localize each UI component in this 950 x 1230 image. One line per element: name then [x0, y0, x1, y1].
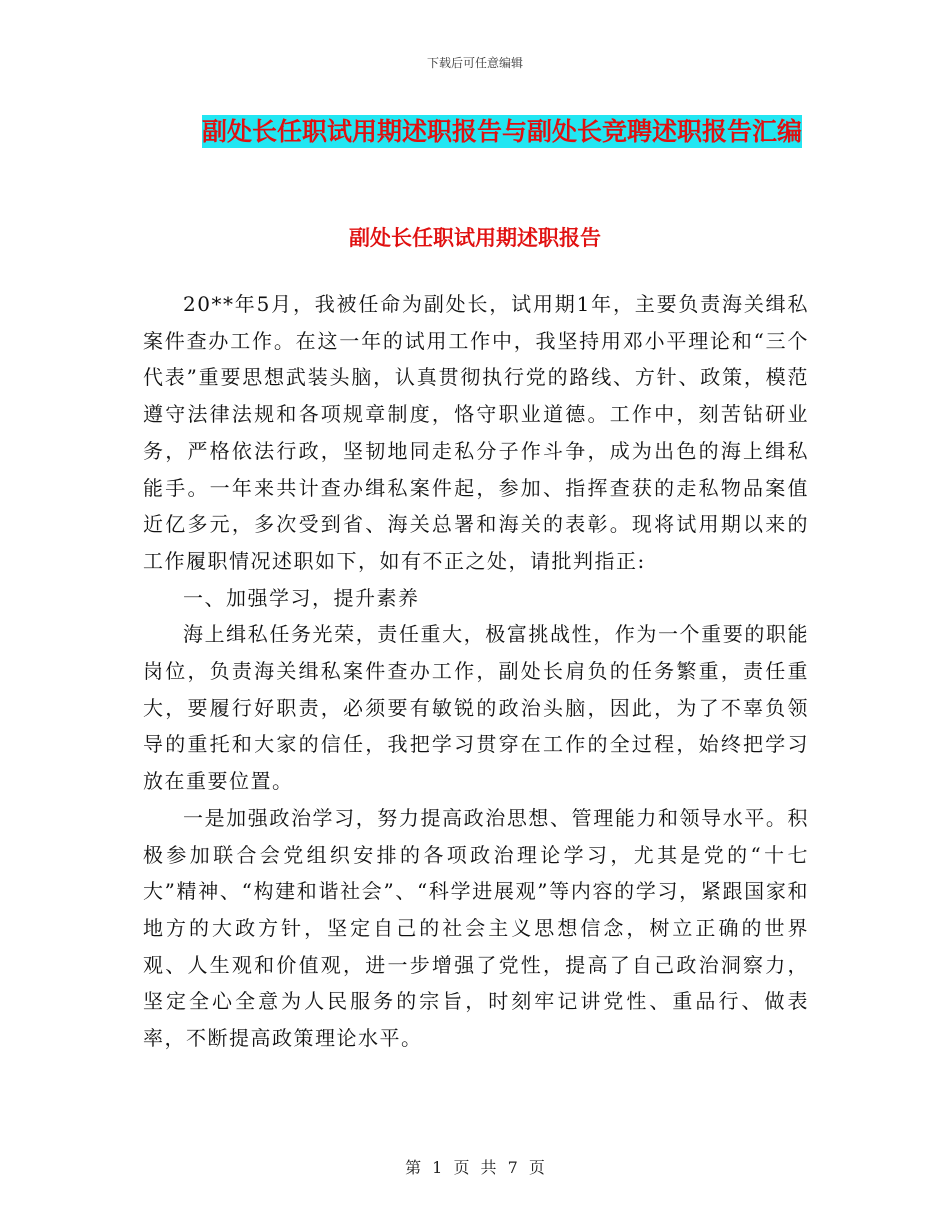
- paragraph-intro: 20**年5月，我被任命为副处长，试用期1年，主要负责海关缉私案件查办工作。在这一年的试用工作中，我坚持用邓小平理论和“三个代表”重要思想武装头脑，认真贯彻执行党的路线、方针、政策，模范遵守法律法规和各项规章制度，恪守职业道德。工作中，刻苦钻研业务，严格依法行政，坚韧地同走私分子作斗争，成为出色的海上缉私能手。一年来共计查办缉私案件起，参加、指挥查获的走私物品案值近亿多元，多次受到省、海关总署和海关的表彰。现将试用期以来的工作履职情况述职如下，如有不正之处，请批判指正:: [143, 292, 809, 573]
- page-number-footer: 第 1 页 共 7 页: [405, 1158, 545, 1177]
- document-title: [192, 110, 812, 154]
- document-title-text: 副处长任职试用期述职报告与副处长竞聘述职报告汇编: [201, 117, 802, 146]
- paragraph-duties: 海上缉私任务光荣，责任重大，极富挑战性，作为一个重要的职能岗位，负责海关缉私案件查办工作，副处长肩负的任务繁重，责任重大，要履行好职责，必须要有敏锐的政治头脑，因此，为了不辜负领导的重托和大家的信任，我把学习贯穿在工作的全过程，始终把学习放在重要位置。: [143, 622, 809, 794]
- document-body: [143, 286, 809, 1057]
- header-note: 下载后可任意编辑: [426, 56, 523, 70]
- paragraph-political-study: 一是加强政治学习，努力提高政治思想、管理能力和领导水平。积极参加联合会党组织安排的各项政治理论学习，尤其是党的“十七大”精神、“构建和谐社会”、“科学进展观”等内容的学习，紧跟国家和地方的大政方针，坚定自己的社会主义思想信念，树立正确的世界观、人生观和价值观，进一步增强了党性，提高了自己政治洞察力，坚定全心全意为人民服务的宗旨，时刻牢记讲党性、重品行、做表率，不断提高政策理论水平。: [143, 805, 809, 1051]
- section-title: 副处长任职试用期述职报告: [349, 226, 601, 250]
- section-heading-1: 一、加强学习，提升素养: [183, 585, 420, 610]
